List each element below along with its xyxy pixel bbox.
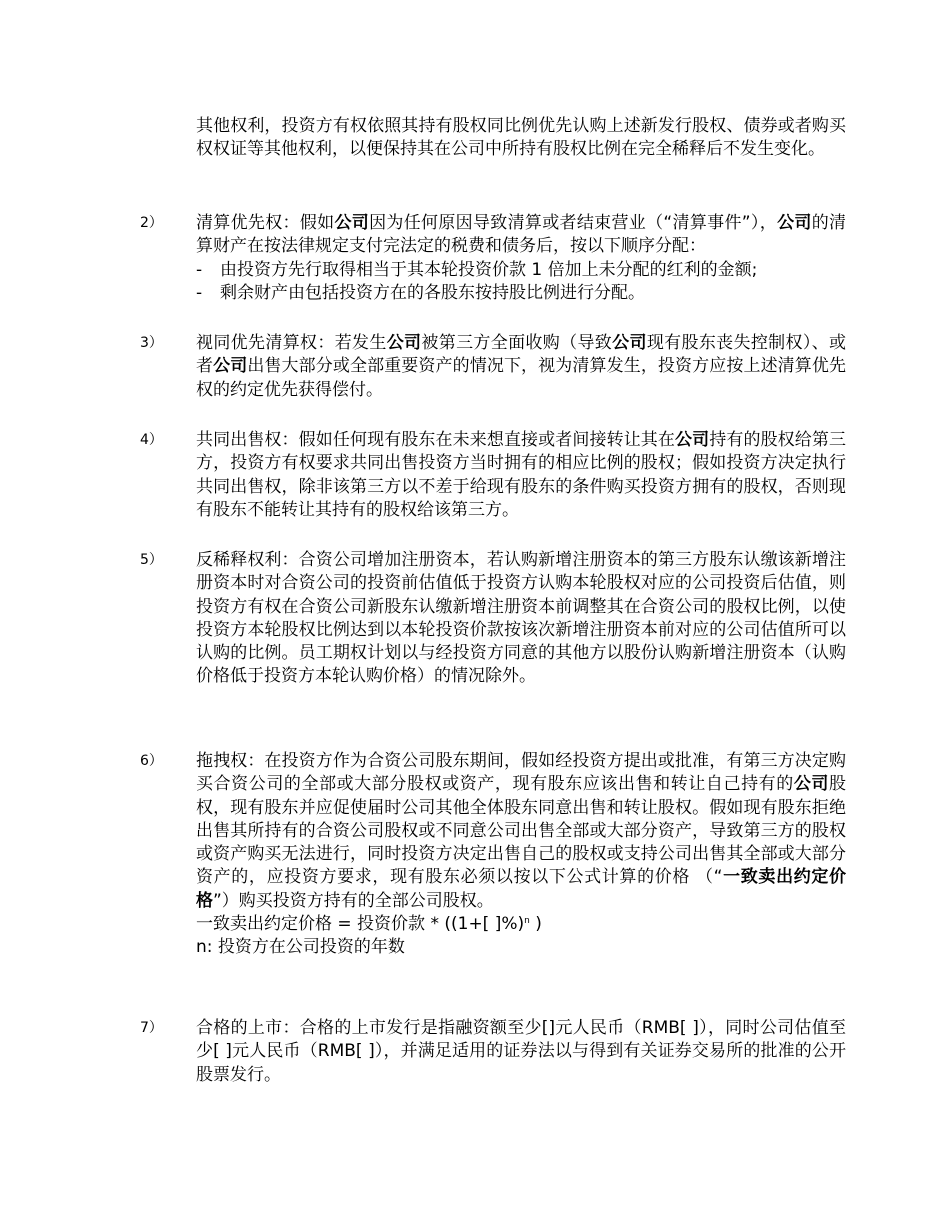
company-term: 公司 [386, 333, 422, 353]
item-number: 7） [140, 1020, 163, 1036]
list-item [196, 282, 846, 305]
company-term: 公司 [675, 430, 710, 450]
clause-text-run: 共同出售权：假如任何现有股东在未来想直接或者间接转让其在 [196, 430, 676, 450]
company-term: 公司 [793, 774, 830, 795]
item-number: 3） [140, 335, 163, 351]
clause-tag-along [196, 429, 846, 522]
list-item [196, 259, 846, 282]
price-formula [196, 913, 846, 936]
clause-text-run: 现有股东丧失控制权）、或者 [196, 333, 847, 377]
clause-text-run: 清算优先权：假如 [196, 213, 335, 233]
clause-text-run: 合格的上市：合格的上市发行是指融资额至少[]元人民币（RMB[ ]），同时公司估值至少[ ]元人民币（RMB[ ]），并满足适用的证券法以与得到有关证券交易所的批准的公开股票发行。 [196, 1018, 846, 1085]
clause-text-run: 的清算财产在按法律规定支付完法定的税费和债务后，按以下顺序分配： [196, 213, 846, 257]
formula-note: n: 投资方在公司投资的年数 [196, 937, 405, 958]
clause-text-run: 视同优先清算权：若发生 [196, 333, 387, 353]
item-number: 4） [140, 432, 163, 448]
clause-text-run: 拖拽权：在投资方作为合资公司股东期间，假如经投资方提出或批准，有第三方决定购买合资公司的全部或大部分股权或资产，现有股东应该出售和转让自己持有的 [196, 751, 846, 795]
company-term: 公司 [213, 356, 248, 377]
clause-text-run: 股权，现有股东并应促使届时公司其他全体股东同意出售和转让股权。假如现有股东拒绝出售其所持有的合资公司股权或不同意公司出售全部或大部分资产，导致第三方的股权或资产购买无法进行，同时投资方决定出售自己的股权或支持公司出售其全部或大部分资产的，应投资方要求，现有股东必须以按以下公式计算的价格 （“ [196, 774, 847, 888]
defined-term: 一致卖出约定价格 [196, 867, 846, 911]
clause-qualified-ipo [196, 1017, 846, 1087]
formula-end: ) [529, 914, 542, 935]
intro-text: 其他权利，投资方有权依照其持有股权同比例优先认购上述新发行股权、债券或者购买权权证等其他权利，以便保持其在公司中所持有股权比例在完全稀释后不发生变化。 [196, 116, 846, 160]
clause-text-run: ”）购买投资方持有的全部公司股权。 [213, 890, 494, 911]
clause-drag-along [196, 750, 846, 960]
clause-text-run: 因为任何原因导致清算或者结束营业（“清算事件”）， [369, 213, 778, 233]
company-term: 公司 [612, 333, 647, 353]
dash-bullet: - [196, 259, 203, 280]
clause-text-run: 反稀释权利：合资公司增加注册资本，若认购新增注册资本的第三方股东认缴该新增注册资本时对合资公司的投资前估值低于投资方认购本轮股权对应的公司投资后估值，则投资方有权在合资公司新股东认缴新增注册资本前调整其在合资公司的股权比例，以使投资方本轮股权比例达到以本轮投资价款按该次新增注册资本前对应的公司估值所可以认购的比例。员工期权计划以与经投资方同意的其他方以股份认购新增注册资本（认购价格低于投资方本轮认购价格）的情况除外。 [196, 550, 846, 687]
item-number: 6） [140, 753, 163, 769]
clause-liquidation-preference [196, 212, 846, 305]
formula-main: 一致卖出约定价格 = 投资价款 * ((1+[ ]%) [196, 914, 525, 935]
clause-text-run: 被第三方全面收购（导致 [421, 333, 613, 353]
company-term: 公司 [777, 213, 812, 233]
company-term: 公司 [334, 213, 370, 233]
item-number: 5） [140, 552, 163, 568]
bullet-text: 由投资方先行取得相当于其本轮投资价款 1 倍加上未分配的红利的金额; [220, 259, 758, 280]
item-number: 2） [140, 215, 163, 231]
clause-deemed-liquidation [196, 332, 846, 402]
clause-text-run: 持有的股权给第三方，投资方有权要求共同出售投资方当时拥有的相应比例的股权；假如投资方决定执行共同出售权，除非该第三方以不差于给现有股东的条件购买投资方拥有的股权，否则现有股东不能转让其持有的股权给该第三方。 [196, 430, 847, 520]
intro-paragraph [196, 115, 846, 162]
dash-bullet: - [196, 282, 203, 303]
clause-anti-dilution [196, 549, 846, 689]
formula-exponent: n [524, 916, 530, 927]
clause-text-run: 出售大部分或全部重要资产的情况下，视为清算发生，投资方应按上述清算优先权的约定优先获得偿付。 [196, 356, 847, 400]
bullet-text: 剩余财产由包括投资方在的各股东按持股比例进行分配。 [220, 282, 645, 303]
